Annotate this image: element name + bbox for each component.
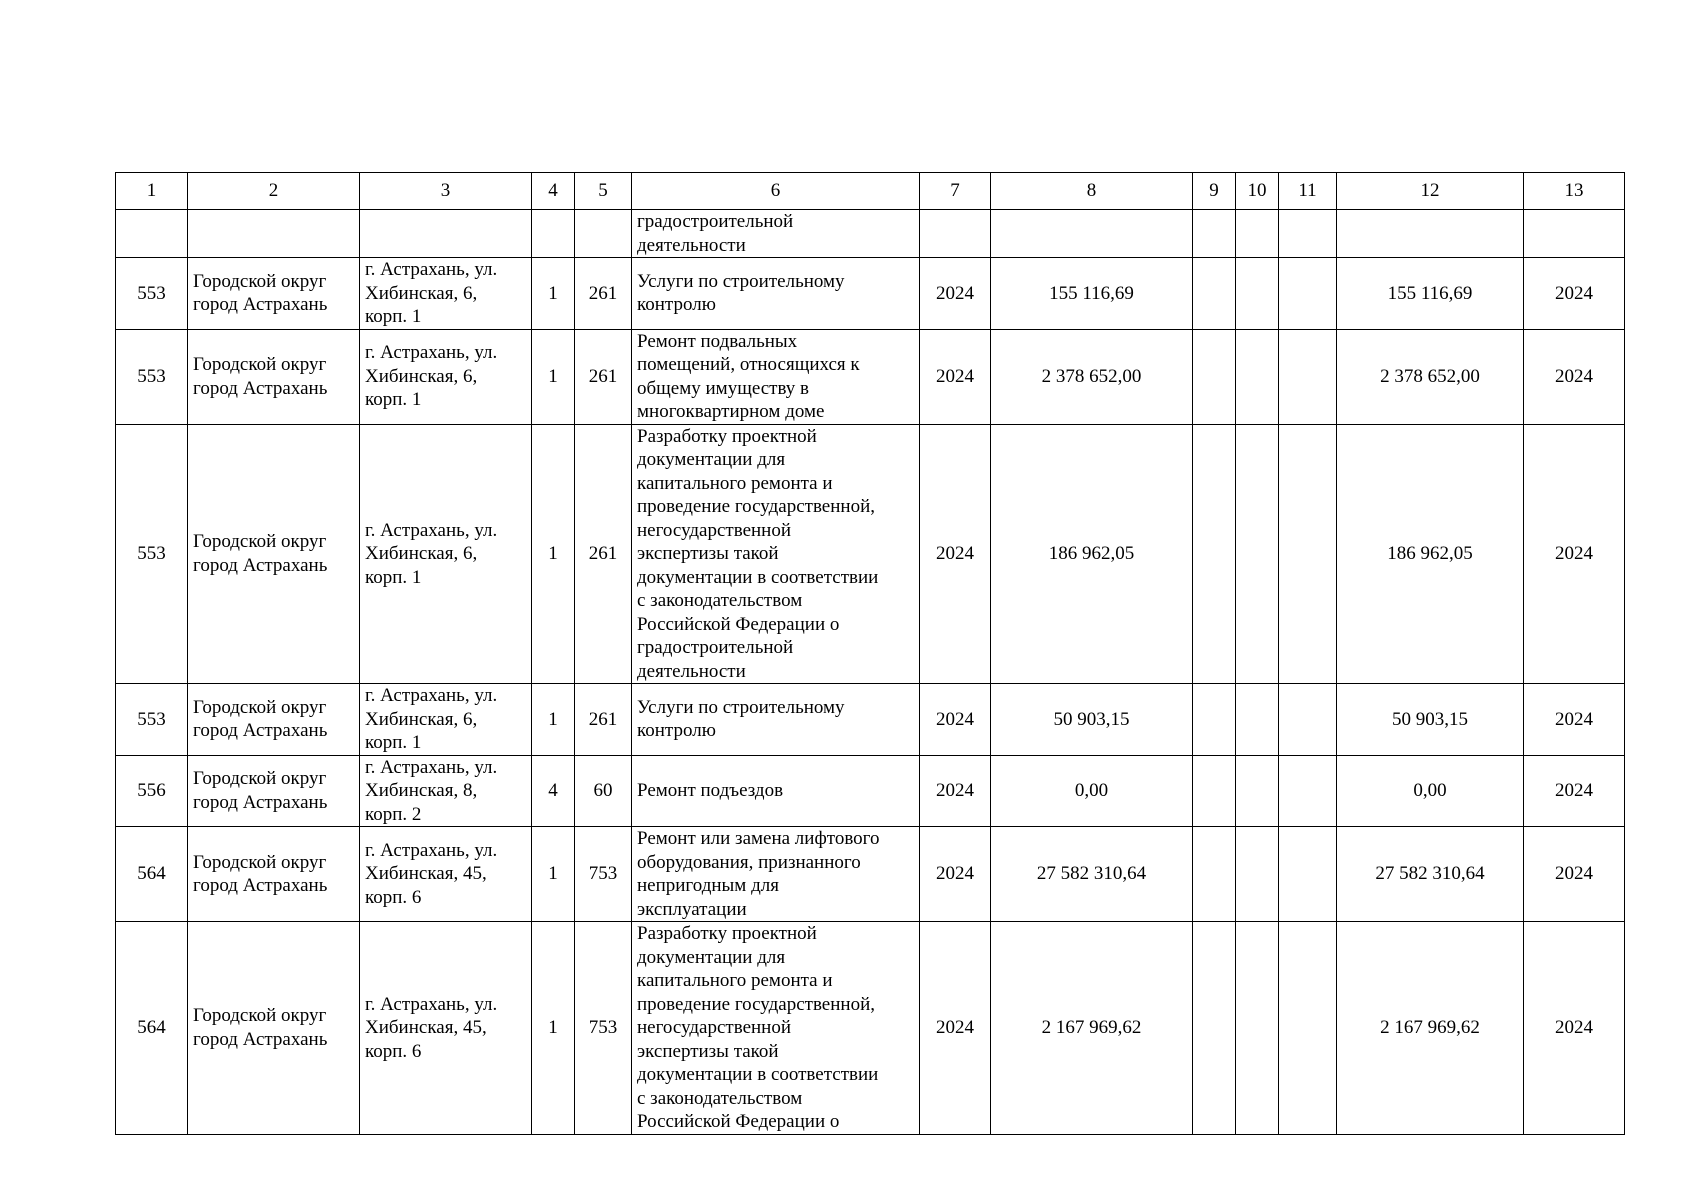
column-header: 10	[1236, 173, 1279, 210]
cell-col4: 4	[532, 755, 575, 827]
cell-col4	[532, 210, 575, 258]
cell-year-end: 2024	[1524, 827, 1625, 922]
cell-col5: 261	[575, 684, 632, 756]
cell-col4: 1	[532, 424, 575, 684]
cell-amount: 155 116,69	[991, 258, 1193, 330]
cell-col10	[1236, 922, 1279, 1135]
cell-district: Городской округ город Астрахань	[188, 329, 360, 424]
cell-address: г. Астрахань, ул. Хибинская, 8, корп. 2	[360, 755, 532, 827]
cell-col5: 261	[575, 258, 632, 330]
cell-col4: 1	[532, 922, 575, 1135]
cell-district: Городской округ город Астрахань	[188, 424, 360, 684]
cell-amount-total: 2 378 652,00	[1337, 329, 1524, 424]
cell-amount: 2 167 969,62	[991, 922, 1193, 1135]
cell-number: 564	[116, 922, 188, 1135]
cell-col9	[1193, 827, 1236, 922]
cell-amount-total: 2 167 969,62	[1337, 922, 1524, 1135]
cell-district: Городской округ город Астрахань	[188, 684, 360, 756]
cell-year: 2024	[920, 258, 991, 330]
cell-year: 2024	[920, 755, 991, 827]
cell-address: г. Астрахань, ул. Хибинская, 45, корп. 6	[360, 827, 532, 922]
column-header: 12	[1337, 173, 1524, 210]
column-header: 2	[188, 173, 360, 210]
cell-amount-total: 27 582 310,64	[1337, 827, 1524, 922]
column-header: 4	[532, 173, 575, 210]
cell-number: 553	[116, 329, 188, 424]
cell-amount-total: 186 962,05	[1337, 424, 1524, 684]
cell-col5	[575, 210, 632, 258]
cell-col5: 753	[575, 922, 632, 1135]
cell-col5: 753	[575, 827, 632, 922]
cell-address: г. Астрахань, ул. Хибинская, 6, корп. 1	[360, 329, 532, 424]
cell-col9	[1193, 258, 1236, 330]
cell-district: Городской округ город Астрахань	[188, 827, 360, 922]
cell-district: Городской округ город Астрахань	[188, 258, 360, 330]
cell-col10	[1236, 210, 1279, 258]
cell-col4: 1	[532, 684, 575, 756]
cell-district	[188, 210, 360, 258]
cell-work-type: Услуги по строительному контролю	[632, 258, 920, 330]
cell-address: г. Астрахань, ул. Хибинская, 45, корп. 6	[360, 922, 532, 1135]
cell-year-end	[1524, 210, 1625, 258]
cell-col9	[1193, 210, 1236, 258]
cell-amount: 186 962,05	[991, 424, 1193, 684]
cell-col10	[1236, 827, 1279, 922]
cell-number	[116, 210, 188, 258]
cell-work-type: Разработку проектной документации для капитального ремонта и проведение государственной, негосударственной экспертизы такой документации в соответствии с законодательством Российской Федерации о	[632, 922, 920, 1135]
table-row	[116, 329, 1625, 424]
column-header: 6	[632, 173, 920, 210]
cell-district: Городской округ город Астрахань	[188, 755, 360, 827]
cell-col5: 261	[575, 424, 632, 684]
table-row	[116, 827, 1625, 922]
table-row	[116, 424, 1625, 684]
cell-address: г. Астрахань, ул. Хибинская, 6, корп. 1	[360, 258, 532, 330]
cell-col11	[1279, 258, 1337, 330]
cell-number: 553	[116, 424, 188, 684]
cell-col11	[1279, 827, 1337, 922]
cell-col11	[1279, 329, 1337, 424]
cell-col9	[1193, 755, 1236, 827]
table-row	[116, 210, 1625, 258]
cell-col11	[1279, 424, 1337, 684]
cell-year: 2024	[920, 922, 991, 1135]
cell-col9	[1193, 424, 1236, 684]
cell-year-end: 2024	[1524, 329, 1625, 424]
header-row	[116, 173, 1625, 210]
column-header: 9	[1193, 173, 1236, 210]
column-header: 7	[920, 173, 991, 210]
column-header: 5	[575, 173, 632, 210]
cell-work-type: Ремонт или замена лифтового оборудования, признанного непригодным для эксплуатации	[632, 827, 920, 922]
cell-year: 2024	[920, 827, 991, 922]
cell-amount-total: 50 903,15	[1337, 684, 1524, 756]
cell-col10	[1236, 755, 1279, 827]
cell-year-end: 2024	[1524, 258, 1625, 330]
table-row	[116, 684, 1625, 756]
cell-col9	[1193, 922, 1236, 1135]
cell-work-type: Разработку проектной документации для капитального ремонта и проведение государственной, негосударственной экспертизы такой документации в соответствии с законодательством Российской Федерации о градостроительной деятельности	[632, 424, 920, 684]
cell-work-type: Услуги по строительному контролю	[632, 684, 920, 756]
cell-col11	[1279, 684, 1337, 756]
cell-col4: 1	[532, 329, 575, 424]
column-header: 8	[991, 173, 1193, 210]
cell-year: 2024	[920, 329, 991, 424]
cell-year: 2024	[920, 424, 991, 684]
cell-work-type: Ремонт подъездов	[632, 755, 920, 827]
cell-col10	[1236, 258, 1279, 330]
cell-col10	[1236, 424, 1279, 684]
cell-work-type: градостроительной деятельности	[632, 210, 920, 258]
table-row	[116, 922, 1625, 1135]
cell-col4: 1	[532, 827, 575, 922]
cell-address	[360, 210, 532, 258]
cell-year-end: 2024	[1524, 755, 1625, 827]
cell-year-end: 2024	[1524, 424, 1625, 684]
cell-number: 553	[116, 258, 188, 330]
cell-number: 564	[116, 827, 188, 922]
cell-address: г. Астрахань, ул. Хибинская, 6, корп. 1	[360, 424, 532, 684]
cell-amount: 50 903,15	[991, 684, 1193, 756]
cell-address: г. Астрахань, ул. Хибинская, 6, корп. 1	[360, 684, 532, 756]
cell-col5: 60	[575, 755, 632, 827]
capital-repair-table	[115, 172, 1625, 1135]
cell-year: 2024	[920, 684, 991, 756]
cell-number: 553	[116, 684, 188, 756]
cell-col9	[1193, 684, 1236, 756]
table-row	[116, 258, 1625, 330]
cell-col5: 261	[575, 329, 632, 424]
cell-year-end: 2024	[1524, 684, 1625, 756]
cell-year	[920, 210, 991, 258]
cell-amount: 2 378 652,00	[991, 329, 1193, 424]
column-header: 11	[1279, 173, 1337, 210]
column-header: 1	[116, 173, 188, 210]
cell-amount-total: 155 116,69	[1337, 258, 1524, 330]
column-header: 13	[1524, 173, 1625, 210]
cell-amount-total	[1337, 210, 1524, 258]
cell-col11	[1279, 922, 1337, 1135]
cell-district: Городской округ город Астрахань	[188, 922, 360, 1135]
table-row	[116, 755, 1625, 827]
cell-amount-total: 0,00	[1337, 755, 1524, 827]
cell-amount: 0,00	[991, 755, 1193, 827]
cell-col11	[1279, 210, 1337, 258]
cell-amount: 27 582 310,64	[991, 827, 1193, 922]
cell-col10	[1236, 684, 1279, 756]
cell-col9	[1193, 329, 1236, 424]
cell-col10	[1236, 329, 1279, 424]
cell-year-end: 2024	[1524, 922, 1625, 1135]
cell-col11	[1279, 755, 1337, 827]
cell-amount	[991, 210, 1193, 258]
cell-col4: 1	[532, 258, 575, 330]
column-header: 3	[360, 173, 532, 210]
cell-work-type: Ремонт подвальных помещений, относящихся к общему имуществу в многоквартирном доме	[632, 329, 920, 424]
cell-number: 556	[116, 755, 188, 827]
